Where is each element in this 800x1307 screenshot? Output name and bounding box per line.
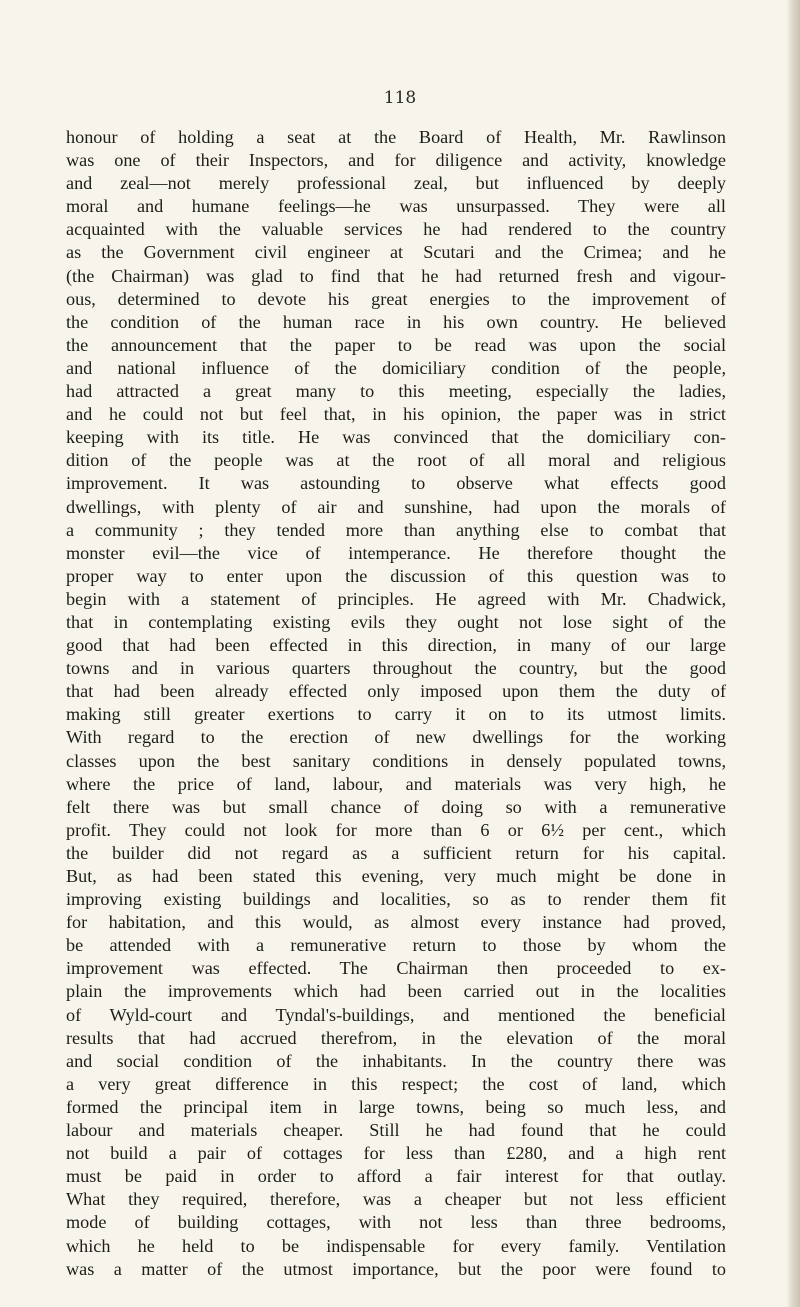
text-line: be attended with a remunerative return to those by whom the (66, 935, 726, 956)
text-line: must be paid in order to afford a fair interest for that outlay. (66, 1166, 726, 1187)
text-line: and he could not but feel that, in his opinion, the paper was in strict (66, 404, 726, 425)
text-line: the condition of the human race in his own country. He believed (66, 311, 726, 332)
text-line: that in contemplating existing evils they ought not lose sight of the (66, 611, 726, 632)
text-line: But, as had been stated this evening, very much might be done in (66, 866, 726, 886)
text-line: a very great difference in this respect; the cost of land, which (66, 1073, 726, 1094)
text-line: and national influence of the domiciliary condition of the people, (66, 357, 726, 378)
text-line: was one of their Inspectors, and for diligence and activity, knowledge (66, 150, 726, 171)
text-line: was a matter of the utmost importance, but the poor were found to (66, 1258, 726, 1279)
text-line: improvement was effected. The Chairman then proceeded to ex- (66, 958, 726, 979)
text-line: improving existing buildings and localities, so as to render them fit (66, 889, 726, 910)
text-line: that had been already effected only imposed upon them the duty of (66, 681, 726, 702)
text-line: plain the improvements which had been carried out in the localities (66, 981, 726, 1002)
text-line: the announcement that the paper to be read was upon the social (66, 334, 726, 355)
text-line: and social condition of the inhabitants. In the country there was (66, 1050, 726, 1071)
text-line: making still greater exertions to carry it on to its utmost limits. (66, 704, 726, 725)
text-line: ous, determined to devote his great energies to the improvement of (66, 288, 726, 309)
text-line: begin with a statement of principles. He agreed with Mr. Chadwick, (66, 588, 726, 609)
text-line: the builder did not regard as a sufficient return for his capital. (66, 842, 726, 863)
text-line: good that had been effected in this direction, in many of our large (66, 635, 726, 656)
text-line: mode of building cottages, with not less than three bedrooms, (66, 1212, 726, 1233)
text-line: had attracted a great many to this meeting, especially the ladies, (66, 381, 726, 402)
text-line: improvement. It was astounding to observe what effects good (66, 473, 726, 494)
text-line: dition of the people was at the root of all moral and religious (66, 450, 726, 471)
text-line: With regard to the erection of new dwellings for the working (66, 727, 726, 748)
page-edge-shadow (786, 0, 800, 1307)
text-line: moral and humane feelings—he was unsurpassed. They were all (66, 196, 726, 217)
text-line: What they required, therefore, was a cheaper but not less efficient (66, 1189, 726, 1210)
page-number: 118 (383, 88, 417, 108)
text-line: honour of holding a seat at the Board of Health, Mr. Rawlinson (66, 127, 726, 147)
text-line: of Wyld-court and Tyndal's-buildings, and mentioned the beneficial (66, 1004, 726, 1025)
text-line: where the price of land, labour, and materials was very high, he (66, 773, 726, 794)
text-line: proper way to enter upon the discussion of this question was to (66, 565, 726, 586)
text-line: which he held to be indispensable for every family. Ventilation (66, 1235, 726, 1256)
text-line: results that had accrued therefrom, in the elevation of the moral (66, 1027, 726, 1048)
text-line: acquainted with the valuable services he had rendered to the country (66, 219, 726, 240)
body-text (66, 126, 726, 1281)
text-line: (the Chairman) was glad to find that he had returned fresh and vigour- (66, 265, 726, 286)
text-line: formed the principal item in large towns, being so much less, and (66, 1096, 726, 1117)
text-line: and zeal—not merely professional zeal, but influenced by deeply (66, 173, 726, 194)
text-line: as the Government civil engineer at Scutari and the Crimea; and he (66, 242, 726, 263)
text-line: not build a pair of cottages for less than £280, and a high rent (66, 1143, 726, 1164)
text-line: profit. They could not look for more than 6 or 6½ per cent., which (66, 819, 726, 840)
text-line: for habitation, and this would, as almost every instance had proved, (66, 912, 726, 933)
text-line: labour and materials cheaper. Still he had found that he could (66, 1120, 726, 1141)
text-line: classes upon the best sanitary conditions in densely populated towns, (66, 750, 726, 771)
text-line: monster evil—the vice of intemperance. He therefore thought the (66, 542, 726, 563)
text-line: towns and in various quarters throughout the country, but the good (66, 658, 726, 679)
text-line: a community ; they tended more than anything else to combat that (66, 519, 726, 540)
text-line: felt there was but small chance of doing so with a remunerative (66, 796, 726, 817)
text-line: dwellings, with plenty of air and sunshine, had upon the morals of (66, 496, 726, 517)
text-line: keeping with its title. He was convinced that the domiciliary con- (66, 427, 726, 448)
